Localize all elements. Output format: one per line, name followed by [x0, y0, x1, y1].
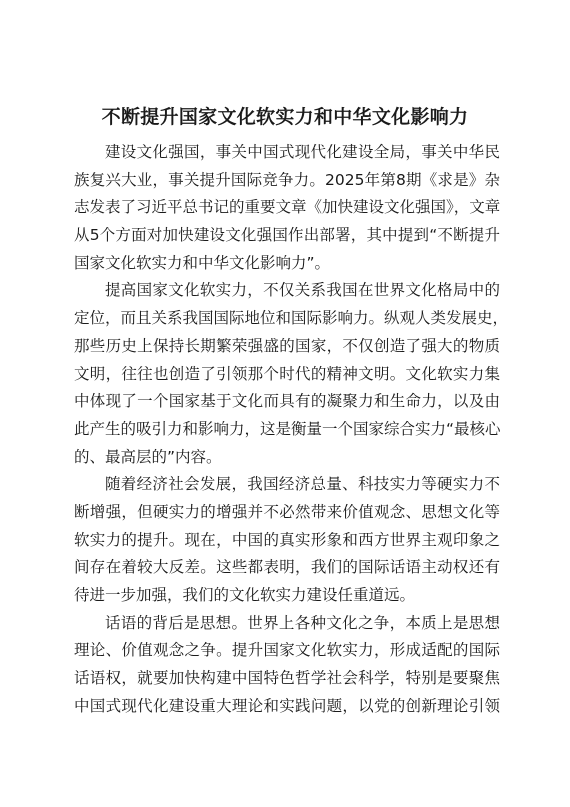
paragraph-1-line-1: 建设文化强国，事关中国式现代化建设全局，事关中华民 [105, 143, 500, 161]
paragraph-2-line-1: 提高国家文化软实力，不仅关系我国在世界文化格局中的 [105, 281, 500, 300]
paragraph-2-line-6: 此产生的吸引力和影响力，这是衡量一个国家综合实力“最核心 [74, 419, 501, 438]
paragraph-1-line-4: 从5个方面对加快建设文化强国作出部署，其中提到“不断提升 [74, 226, 500, 245]
article-body [74, 139, 509, 720]
paragraph-4-line-2: 理论、价值观念之争。提升国家文化软实力，形成适配的国际 [74, 641, 500, 660]
paragraph-1-line-2: 族复兴大业，事关提升国际竞争力。2025年第8期《求是》杂 [74, 170, 500, 189]
paragraph-1-line-5: 国家文化软实力和中华文化影响力”。 [74, 253, 331, 272]
paragraph-3-line-3: 软实力的提升。现在，中国的真实形象和西方世界主观印象之 [74, 530, 500, 549]
paragraph-3-line-4: 间存在着较大反差。这些都表明，我们的国际话语主动权还有 [74, 558, 500, 577]
paragraph-3-line-1: 随着经济社会发展，我国经济总量、科技实力等硬实力不 [105, 475, 500, 494]
paragraph-3-line-2: 断增强，但硬实力的增强并不必然带来价值观念、思想文化等 [74, 502, 500, 521]
paragraph-4-line-1: 话语的背后是思想。世界上各种文化之争，本质上是思想 [105, 613, 500, 632]
paragraph-2-line-7: 的、最高层的”内容。 [74, 447, 222, 466]
paragraph-2-line-2: 定位，而且关系我国国际地位和国际影响力。纵观人类发展史， [74, 309, 509, 328]
paragraph-1-line-3: 志发表了习近平总书记的重要文章《加快建设文化强国》，文章 [74, 198, 501, 217]
paragraph-4-line-4: 中国式现代化建设重大理论和实践问题，以党的创新理论引领 [74, 696, 500, 715]
paragraph-2-line-3: 那些历史上保持长期繁荣强盛的国家，不仅创造了强大的物质 [74, 336, 500, 355]
paragraph-2-line-5: 中体现了一个国家基于文化而具有的凝聚力和生命力，以及由 [74, 392, 500, 411]
paragraph-3-line-5: 待进一步加强，我们的文化软实力建设任重道远。 [74, 586, 416, 604]
paragraph-4-line-3: 话语权，就要加快构建中国特色哲学社会科学，特别是要聚焦 [74, 669, 500, 688]
paragraph-2-line-4: 文明，往往也创造了引领那个时代的精神文明。文化软实力集 [74, 364, 500, 383]
article-title: 不断提升国家文化软实力和中华文化影响力 [101, 106, 469, 128]
